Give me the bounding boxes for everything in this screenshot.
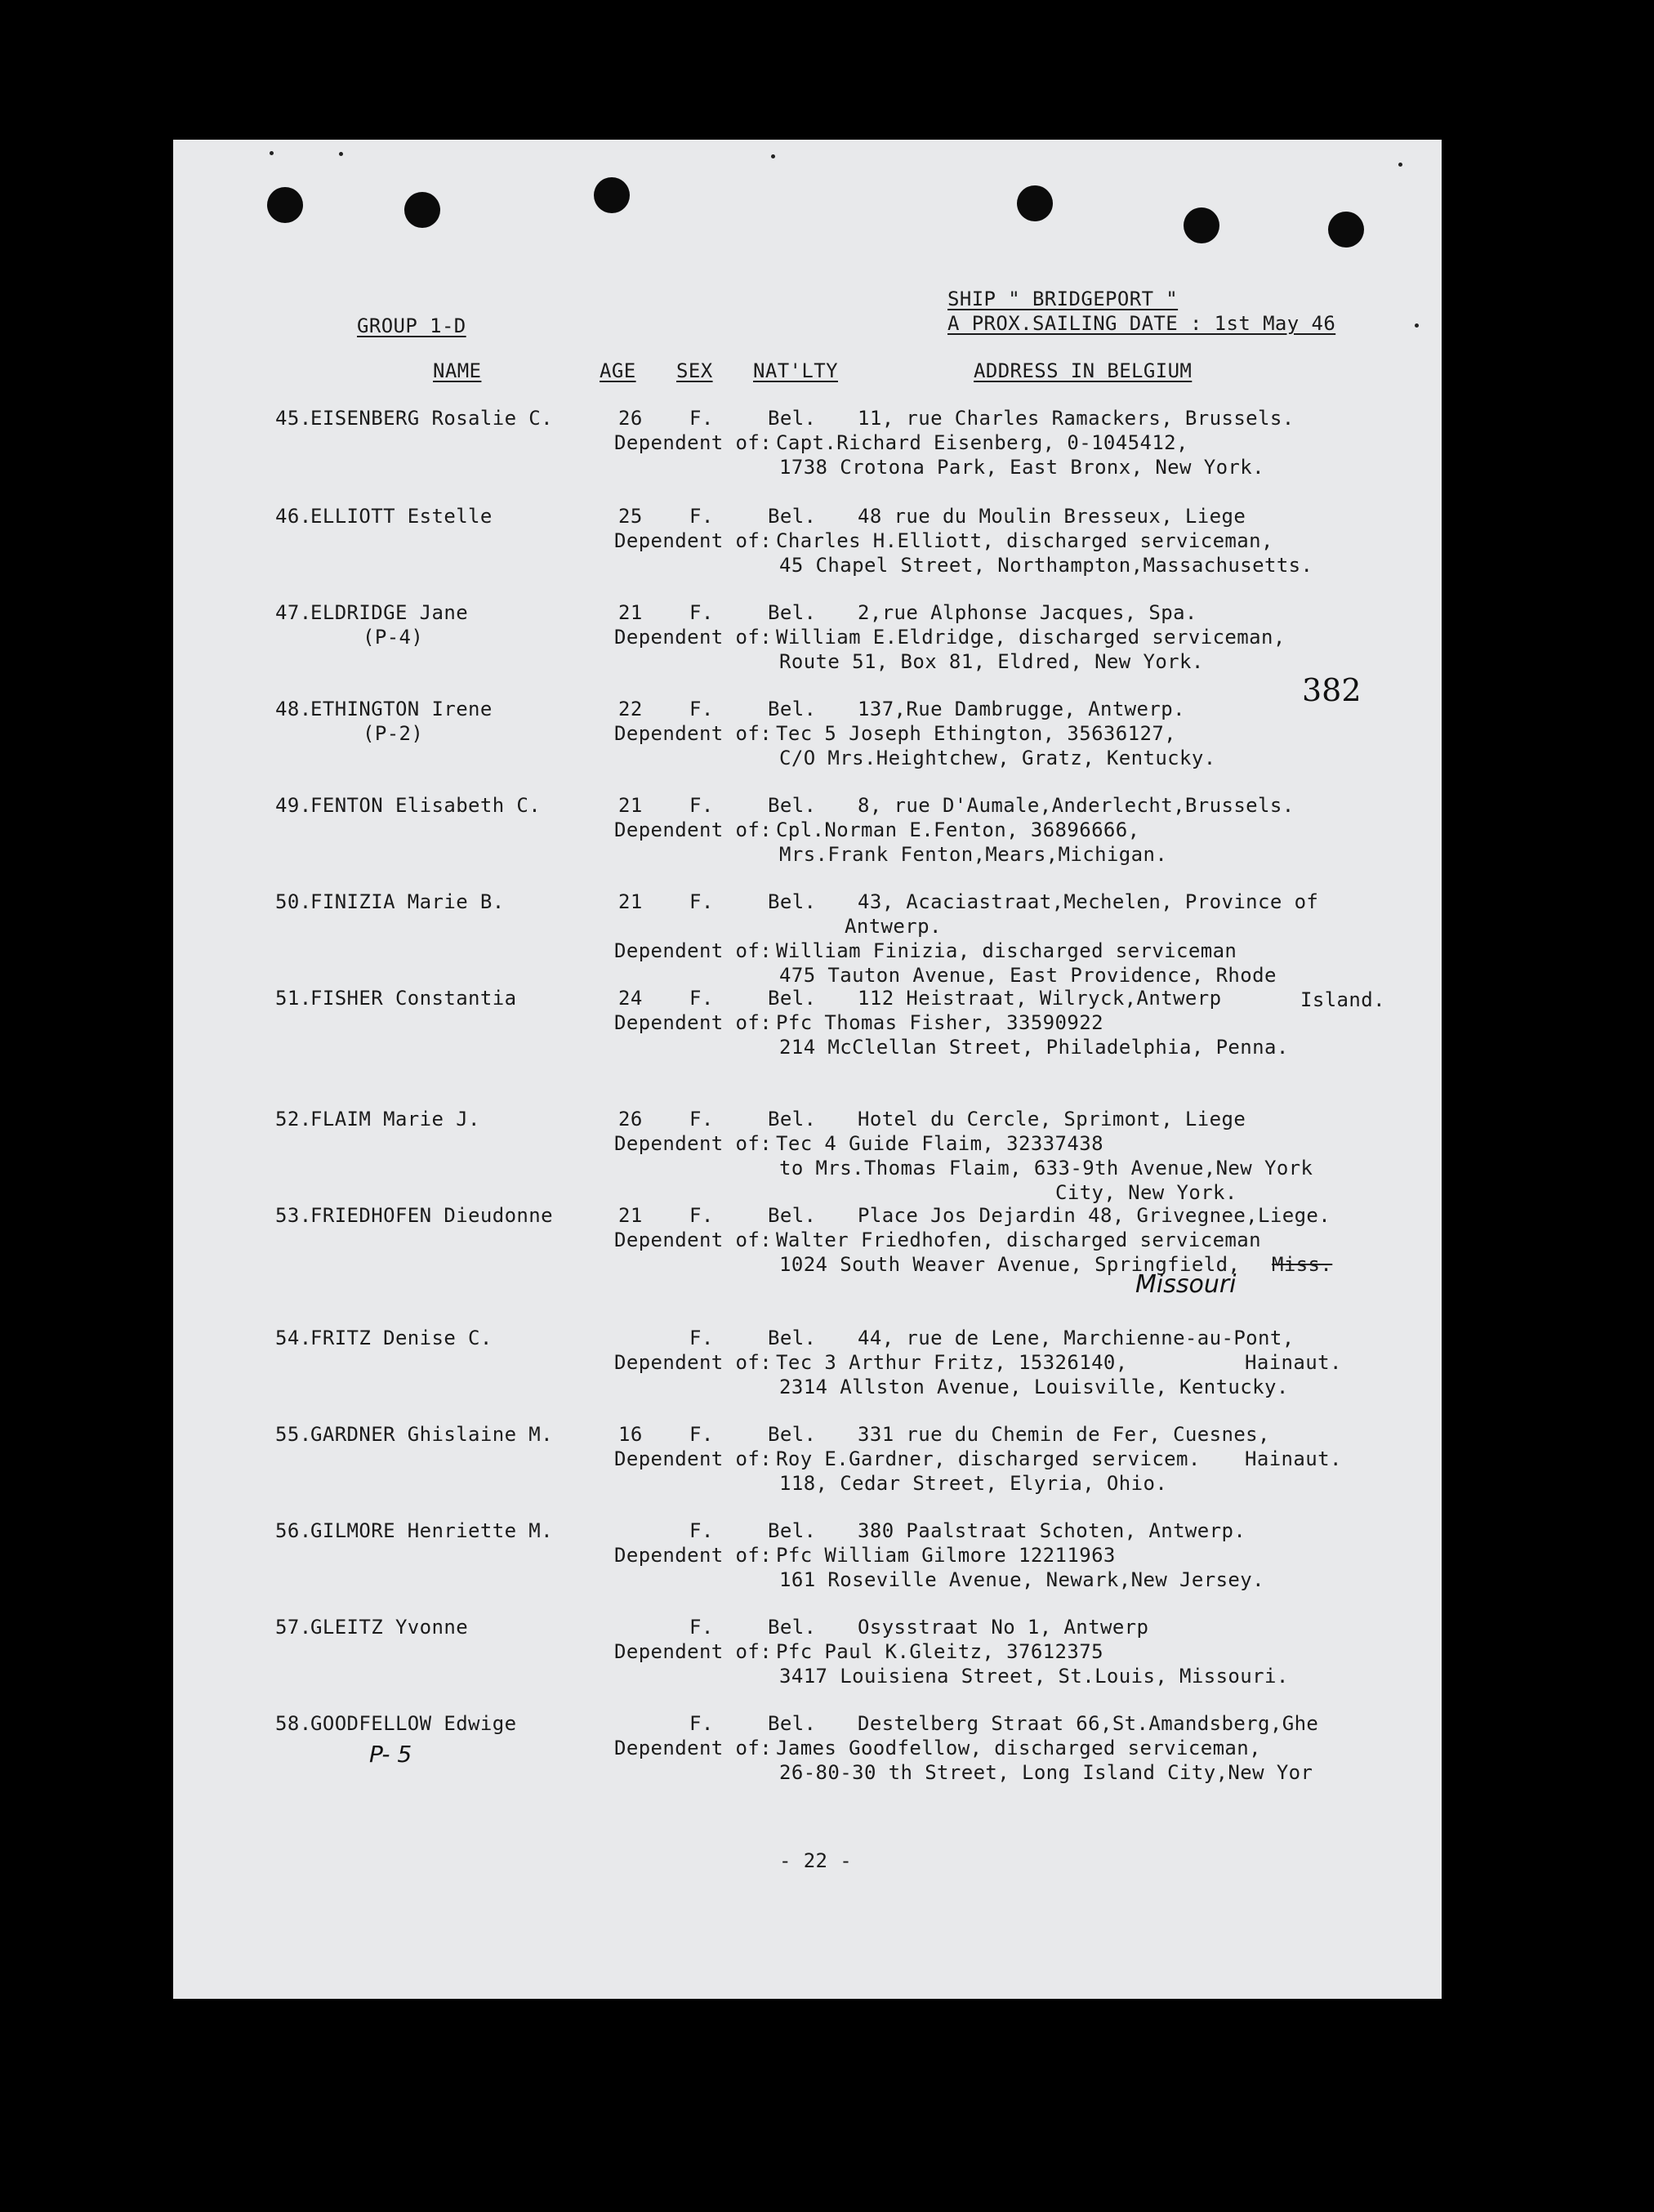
entry-number: 51. bbox=[275, 987, 312, 1010]
entry-number: 55. bbox=[275, 1423, 312, 1446]
belgium-address: Destelberg Straat 66,St.Amandsberg,Ghe bbox=[858, 1712, 1319, 1735]
belgium-address: 8, rue D'Aumale,Anderlecht,Brussels. bbox=[858, 794, 1295, 817]
passenger-age: 24 bbox=[618, 987, 643, 1010]
entry-number: 46. bbox=[275, 505, 312, 528]
punch-hole bbox=[1017, 185, 1053, 221]
entry-number: 48. bbox=[275, 698, 312, 720]
passenger-nationality: Bel. bbox=[768, 1423, 817, 1446]
speck bbox=[1415, 323, 1419, 328]
passenger-nationality: Bel. bbox=[768, 987, 817, 1010]
belgium-address: 2,rue Alphonse Jacques, Spa. bbox=[858, 601, 1197, 624]
passenger-sex: F. bbox=[689, 890, 714, 913]
sponsor-province: Hainaut. bbox=[1245, 1447, 1342, 1470]
punch-hole bbox=[267, 187, 303, 223]
entry-number: 50. bbox=[275, 890, 312, 913]
dependent-label: Dependent of: bbox=[614, 1737, 773, 1759]
speck bbox=[339, 152, 343, 156]
sponsor-name: Capt.Richard Eisenberg, 0-1045412, bbox=[776, 431, 1188, 454]
passenger-nationality: Bel. bbox=[768, 505, 817, 528]
speck bbox=[1398, 163, 1402, 167]
sponsor-address: 3417 Louisiena Street, St.Louis, Missouri. bbox=[779, 1665, 1289, 1688]
passenger-name: ETHINGTON Irene bbox=[310, 698, 493, 720]
struck-text: Miss. bbox=[1272, 1253, 1333, 1276]
sponsor-province: Hainaut. bbox=[1245, 1351, 1342, 1374]
passenger-age: 25 bbox=[618, 505, 643, 528]
entry-number: 54. bbox=[275, 1327, 312, 1349]
sponsor-name: William E.Eldridge, discharged serviceman, bbox=[776, 626, 1286, 649]
dependent-label: Dependent of: bbox=[614, 1544, 773, 1567]
dependent-label: Dependent of: bbox=[614, 722, 773, 745]
belgium-address: Place Jos Dejardin 48, Grivegnee,Liege. bbox=[858, 1204, 1331, 1227]
passenger-nationality: Bel. bbox=[768, 601, 817, 624]
page-stamp-number: 382 bbox=[1302, 672, 1362, 708]
passenger-name: FRITZ Denise C. bbox=[310, 1327, 493, 1349]
dependent-label: Dependent of: bbox=[614, 1447, 773, 1470]
handwritten-note: P- 5 bbox=[369, 1741, 412, 1768]
passenger-name: FINIZIA Marie B. bbox=[310, 890, 505, 913]
dependent-label: Dependent of: bbox=[614, 818, 773, 841]
sponsor-name: Pfc Thomas Fisher, 33590922 bbox=[776, 1011, 1103, 1034]
passenger-name: GLEITZ Yvonne bbox=[310, 1616, 469, 1639]
passenger-name: EISENBERG Rosalie C. bbox=[310, 407, 553, 430]
sponsor-address-cont: Island. bbox=[1300, 988, 1385, 1011]
sponsor-address-cont: City, New York. bbox=[1055, 1181, 1237, 1204]
passenger-sex: F. bbox=[689, 1204, 714, 1227]
passenger-sex: F. bbox=[689, 1712, 714, 1735]
passenger-sex: F. bbox=[689, 601, 714, 624]
passenger-nationality: Bel. bbox=[768, 407, 817, 430]
sponsor-name: Pfc William Gilmore 12211963 bbox=[776, 1544, 1116, 1567]
belgium-address: 43, Acaciastraat,Mechelen, Province of bbox=[858, 890, 1319, 913]
entry-number: 47. bbox=[275, 601, 312, 624]
passenger-code: (P-4) bbox=[363, 626, 424, 649]
sponsor-address: 161 Roseville Avenue, Newark,New Jersey. bbox=[779, 1568, 1264, 1591]
sponsor-name: Charles H.Elliott, discharged serviceman, bbox=[776, 529, 1273, 552]
punch-hole bbox=[594, 177, 630, 213]
passenger-name: FLAIM Marie J. bbox=[310, 1108, 480, 1131]
passenger-age: 21 bbox=[618, 1204, 643, 1227]
belgium-address: 380 Paalstraat Schoten, Antwerp. bbox=[858, 1519, 1246, 1542]
column-header-name: NAME bbox=[433, 359, 482, 382]
passenger-name: GILMORE Henriette M. bbox=[310, 1519, 553, 1542]
speck bbox=[270, 151, 274, 155]
passenger-name: FENTON Elisabeth C. bbox=[310, 794, 542, 817]
sponsor-name: Tec 4 Guide Flaim, 32337438 bbox=[776, 1132, 1103, 1155]
passenger-name: ELDRIDGE Jane bbox=[310, 601, 469, 624]
dependent-label: Dependent of: bbox=[614, 529, 773, 552]
passenger-age: 22 bbox=[618, 698, 643, 720]
passenger-sex: F. bbox=[689, 1519, 714, 1542]
passenger-name: FRIEDHOFEN Dieudonne bbox=[310, 1204, 553, 1227]
belgium-address: 112 Heistraat, Wilryck,Antwerp bbox=[858, 987, 1222, 1010]
passenger-name: GOODFELLOW Edwige bbox=[310, 1712, 517, 1735]
document-page bbox=[173, 140, 1442, 1999]
ship-name: SHIP " BRIDGEPORT " bbox=[947, 288, 1179, 310]
passenger-name: FISHER Constantia bbox=[310, 987, 517, 1010]
belgium-address: 48 rue du Moulin Bresseux, Liege bbox=[858, 505, 1246, 528]
dependent-label: Dependent of: bbox=[614, 1640, 773, 1663]
belgium-address: Osysstraat No 1, Antwerp bbox=[858, 1616, 1149, 1639]
entry-number: 58. bbox=[275, 1712, 312, 1735]
belgium-address: 137,Rue Dambrugge, Antwerp. bbox=[858, 698, 1185, 720]
passenger-sex: F. bbox=[689, 505, 714, 528]
belgium-address: Hotel du Cercle, Sprimont, Liege bbox=[858, 1108, 1246, 1131]
sponsor-name: Cpl.Norman E.Fenton, 36896666, bbox=[776, 818, 1140, 841]
passenger-nationality: Bel. bbox=[768, 890, 817, 913]
sponsor-address: 26-80-30 th Street, Long Island City,New Yor bbox=[779, 1761, 1313, 1784]
sponsor-name: James Goodfellow, discharged serviceman, bbox=[776, 1737, 1261, 1759]
speck bbox=[771, 154, 775, 158]
sponsor-address: 2314 Allston Avenue, Louisville, Kentucky. bbox=[779, 1376, 1289, 1398]
punch-hole bbox=[1184, 207, 1219, 243]
passenger-nationality: Bel. bbox=[768, 794, 817, 817]
punch-hole bbox=[1328, 212, 1364, 248]
page-number: - 22 - bbox=[779, 1849, 853, 1872]
sponsor-address: C/O Mrs.Heightchew, Gratz, Kentucky. bbox=[779, 747, 1216, 769]
passenger-nationality: Bel. bbox=[768, 1616, 817, 1639]
column-header-address: ADDRESS IN BELGIUM bbox=[974, 359, 1193, 382]
passenger-sex: F. bbox=[689, 1327, 714, 1349]
sponsor-address: 1738 Crotona Park, East Bronx, New York. bbox=[779, 456, 1264, 479]
sponsor-name: Walter Friedhofen, discharged serviceman bbox=[776, 1229, 1261, 1251]
column-header-sex: SEX bbox=[676, 359, 713, 382]
passenger-age: 16 bbox=[618, 1423, 643, 1446]
passenger-age: 21 bbox=[618, 794, 643, 817]
passenger-sex: F. bbox=[689, 1616, 714, 1639]
belgium-address-cont: Antwerp. bbox=[845, 915, 942, 938]
passenger-sex: F. bbox=[689, 1423, 714, 1446]
passenger-code: (P-2) bbox=[363, 722, 424, 745]
passenger-sex: F. bbox=[689, 698, 714, 720]
dependent-label: Dependent of: bbox=[614, 1351, 773, 1374]
belgium-address: 331 rue du Chemin de Fer, Cuesnes, bbox=[858, 1423, 1270, 1446]
sponsor-name: Tec 5 Joseph Ethington, 35636127, bbox=[776, 722, 1177, 745]
passenger-sex: F. bbox=[689, 407, 714, 430]
passenger-sex: F. bbox=[689, 1108, 714, 1131]
punch-hole bbox=[404, 192, 440, 228]
sponsor-address: 118, Cedar Street, Elyria, Ohio. bbox=[779, 1472, 1168, 1495]
passenger-sex: F. bbox=[689, 794, 714, 817]
entry-number: 57. bbox=[275, 1616, 312, 1639]
passenger-name: ELLIOTT Estelle bbox=[310, 505, 493, 528]
passenger-name: GARDNER Ghislaine M. bbox=[310, 1423, 553, 1446]
sponsor-address: 214 McClellan Street, Philadelphia, Penna. bbox=[779, 1036, 1289, 1059]
sponsor-name: Tec 3 Arthur Fritz, 15326140, bbox=[776, 1351, 1128, 1374]
entry-number: 45. bbox=[275, 407, 312, 430]
sailing-date: A PROX.SAILING DATE : 1st May 46 bbox=[947, 312, 1336, 335]
sponsor-name: Roy E.Gardner, discharged servicem. bbox=[776, 1447, 1201, 1470]
dependent-label: Dependent of: bbox=[614, 431, 773, 454]
entry-number: 52. bbox=[275, 1108, 312, 1131]
belgium-address: 44, rue de Lene, Marchienne-au-Pont, bbox=[858, 1327, 1295, 1349]
passenger-sex: F. bbox=[689, 987, 714, 1010]
passenger-nationality: Bel. bbox=[768, 1327, 817, 1349]
sponsor-address: 1024 South Weaver Avenue, Springfield, bbox=[779, 1253, 1241, 1276]
group-label: GROUP 1-D bbox=[357, 314, 466, 337]
passenger-nationality: Bel. bbox=[768, 1204, 817, 1227]
sponsor-address: 45 Chapel Street, Northampton,Massachusetts. bbox=[779, 554, 1313, 577]
dependent-label: Dependent of: bbox=[614, 939, 773, 962]
passenger-nationality: Bel. bbox=[768, 1519, 817, 1542]
sponsor-name: Pfc Paul K.Gleitz, 37612375 bbox=[776, 1640, 1103, 1663]
entry-number: 56. bbox=[275, 1519, 312, 1542]
dependent-label: Dependent of: bbox=[614, 1229, 773, 1251]
handwritten-correction: Missouri bbox=[1135, 1270, 1237, 1299]
sponsor-address: 475 Tauton Avenue, East Providence, Rhode bbox=[779, 964, 1277, 987]
entry-number: 49. bbox=[275, 794, 312, 817]
dependent-label: Dependent of: bbox=[614, 1011, 773, 1034]
sponsor-address: to Mrs.Thomas Flaim, 633-9th Avenue,New York bbox=[779, 1157, 1313, 1180]
dependent-label: Dependent of: bbox=[614, 626, 773, 649]
column-header-nationality: NAT'LTY bbox=[753, 359, 838, 382]
dependent-label: Dependent of: bbox=[614, 1132, 773, 1155]
passenger-age: 21 bbox=[618, 601, 643, 624]
belgium-address: 11, rue Charles Ramackers, Brussels. bbox=[858, 407, 1295, 430]
passenger-nationality: Bel. bbox=[768, 1108, 817, 1131]
sponsor-address: Mrs.Frank Fenton,Mears,Michigan. bbox=[779, 843, 1168, 866]
passenger-nationality: Bel. bbox=[768, 1712, 817, 1735]
sponsor-name: William Finizia, discharged serviceman bbox=[776, 939, 1237, 962]
passenger-age: 26 bbox=[618, 1108, 643, 1131]
passenger-nationality: Bel. bbox=[768, 698, 817, 720]
passenger-age: 26 bbox=[618, 407, 643, 430]
passenger-age: 21 bbox=[618, 890, 643, 913]
entry-number: 53. bbox=[275, 1204, 312, 1227]
column-header-age: AGE bbox=[600, 359, 636, 382]
sponsor-address: Route 51, Box 81, Eldred, New York. bbox=[779, 650, 1204, 673]
